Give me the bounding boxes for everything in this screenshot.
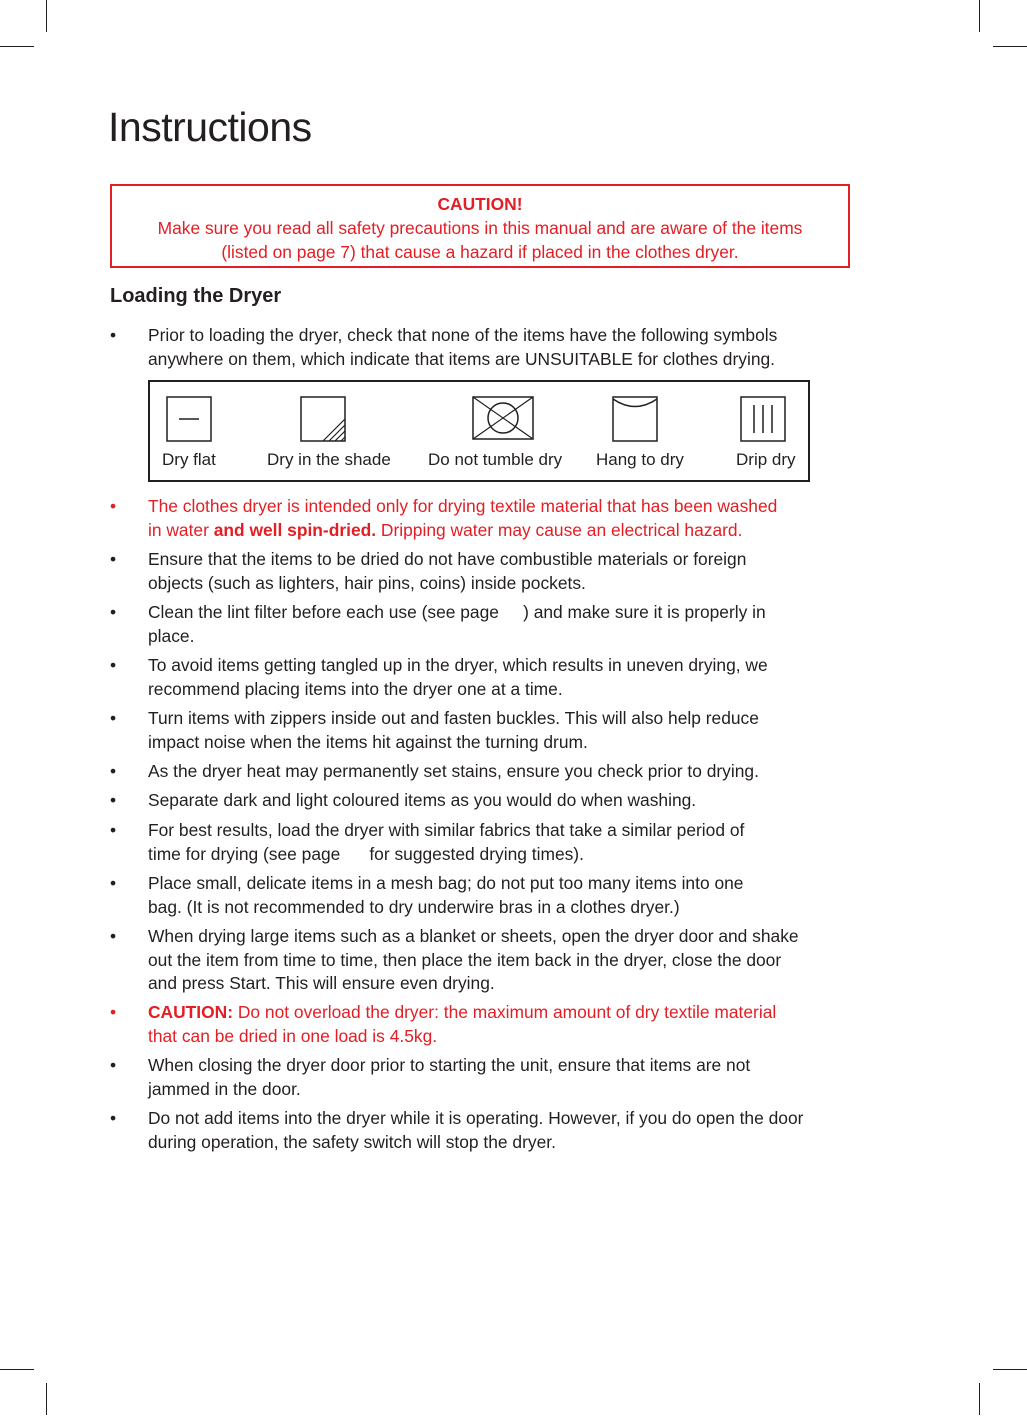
bullet-dot: • (110, 820, 117, 840)
crop-mark (46, 1383, 47, 1415)
text-span: in water (148, 519, 214, 540)
do-not-tumble-dry-icon (472, 396, 534, 440)
text-span: Do not overload the dryer: the maximum amount of dry textile material (233, 1002, 777, 1022)
care-symbols-panel (148, 380, 810, 482)
list-item-text (148, 548, 853, 595)
drip-dry-icon (740, 396, 786, 442)
bullet-dot: • (110, 708, 117, 728)
text-line: objects (such as lighters, hair pins, coins) inside pockets. (148, 572, 586, 593)
list-item-text (148, 324, 853, 371)
text-line: Do not add items into the dryer while it is operating. However, if you do open the door (148, 1108, 804, 1128)
text-line: Ensure that the items to be dried do not have combustible materials or foreign (148, 549, 747, 569)
text-line: When closing the dryer door prior to starting the unit, ensure that items are not (148, 1055, 751, 1075)
text-line: Separate dark and light coloured items as you would do when washing. (148, 790, 697, 810)
text-line (148, 519, 853, 543)
text-span: Dripping water may cause an electrical hazard. (376, 519, 743, 540)
text-line: Prior to loading the dryer, check that none of the items have the following symbols (148, 325, 778, 345)
list-item-text (148, 1054, 853, 1101)
caution-text-line: (listed on page 7) that cause a hazard if placed in the clothes dryer. (221, 242, 739, 262)
page-title: Instructions (108, 104, 312, 150)
list-item-text (148, 789, 853, 813)
text-line: recommend placing items into the dryer one at a time. (148, 678, 563, 699)
symbol-label: Dry flat (162, 450, 216, 469)
crop-mark (0, 46, 34, 47)
text-line: anywhere on them, which indicate that items are UNSUITABLE for clothes drying. (148, 348, 775, 369)
dry-flat-icon (166, 396, 212, 442)
dry-in-shade-icon (300, 396, 346, 442)
list-item-text (148, 654, 853, 701)
bullet-dot: • (110, 790, 117, 810)
text-line: time for drying (see page for suggested drying times). (148, 843, 584, 864)
crop-mark (979, 1383, 980, 1415)
text-line: bag. (It is not recommended to dry underwire bras in a clothes dryer.) (148, 896, 680, 917)
crop-mark (979, 0, 980, 32)
text-line (148, 1001, 853, 1025)
symbol-label: Dry in the shade (267, 450, 391, 469)
list-item-text (148, 1107, 853, 1154)
bullet-dot: • (110, 761, 117, 781)
emphasis-text: CAUTION: (148, 1002, 234, 1022)
bullet-dot: • (110, 549, 117, 569)
text-line: As the dryer heat may permanently set stains, ensure you check prior to drying. (148, 761, 759, 781)
bullet-dot: • (110, 655, 117, 675)
text-line: To avoid items getting tangled up in the dryer, which results in uneven drying, we (148, 655, 768, 675)
text-line: For best results, load the dryer with similar fabrics that take a similar period of (148, 820, 745, 840)
caution-text-line: Make sure you read all safety precautions in this manual and are aware of the items (157, 218, 803, 238)
section-heading: Loading the Dryer (110, 285, 282, 307)
symbol-label: Hang to dry (596, 450, 684, 469)
text-line: Turn items with zippers inside out and fasten buckles. This will also help reduce (148, 708, 759, 728)
bullet-dot: • (110, 325, 117, 345)
symbol-label: Do not tumble dry (428, 450, 563, 469)
bullet-dot: • (110, 602, 117, 622)
text-line: When drying large items such as a blanket or sheets, open the dryer door and shake (148, 926, 799, 946)
text-line: during operation, the safety switch will stop the dryer. (148, 1131, 556, 1152)
emphasis-text: and well spin-dried. (213, 519, 377, 540)
bullet-dot: • (110, 496, 117, 516)
crop-mark (46, 0, 47, 32)
list-item-text (148, 872, 853, 919)
text-line: The clothes dryer is intended only for drying textile material that has been washed (148, 496, 778, 516)
bullet-dot: • (110, 926, 117, 946)
list-item-text (148, 760, 853, 784)
text-line: Place small, delicate items in a mesh bag; do not put too many items into one (148, 873, 744, 893)
crop-mark (993, 46, 1027, 47)
bullet-dot: • (110, 1108, 117, 1128)
text-line: impact noise when the items hit against the turning drum. (148, 731, 588, 752)
list-item-text (148, 925, 853, 996)
text-line: and press Start. This will ensure even drying. (148, 973, 495, 993)
list-item-text (148, 819, 853, 866)
bullet-dot: • (110, 873, 117, 893)
hang-to-dry-icon (612, 396, 658, 442)
list-item-text (148, 1001, 853, 1048)
crop-mark (993, 1369, 1027, 1370)
list-item-text (148, 707, 853, 754)
text-line: Clean the lint filter before each use (see page ) and make sure it is properly in (148, 602, 766, 622)
symbol-label: Drip dry (736, 450, 796, 469)
caution-title: CAUTION! (437, 194, 523, 214)
caution-box (110, 184, 850, 268)
text-line: out the item from time to time, then place the item back in the dryer, close the door (148, 949, 782, 970)
list-item-text (148, 601, 853, 648)
list-item-text (148, 495, 853, 542)
bullet-dot: • (110, 1002, 117, 1022)
text-line: place. (148, 625, 195, 646)
text-line: that can be dried in one load is 4.5kg. (148, 1025, 438, 1046)
text-line: jammed in the door. (148, 1078, 301, 1099)
crop-mark (0, 1369, 34, 1370)
bullet-dot: • (110, 1055, 117, 1075)
